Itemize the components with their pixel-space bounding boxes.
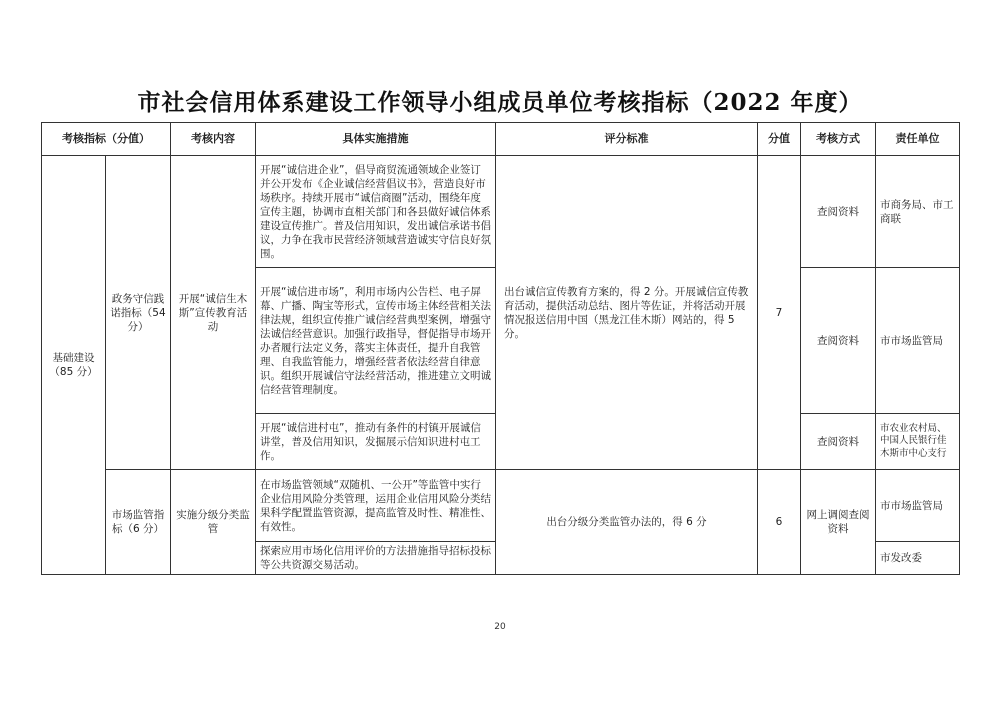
measure-text: 开展“诚信进市场”，利用市场内公告栏、电子屏幕、广播、陶宝等形式，宣传市场主体经营相关法律法规，组织宣传推广诚信经营典型案例，增强守法诚信经营意识。加强行政指导，督促指导市场开办者履行法定义务，落实主体责任，提升自我管理、自我监管能力，增强经营者依法经营自律意识。组织开展诚信守法经营活动，推进建立文明诚信经营管理制度。 bbox=[256, 268, 496, 414]
group2-method: 网上调阅查阅资料 bbox=[801, 470, 876, 575]
group1-indicator: 政务守信践诺指标（54 分） bbox=[106, 156, 171, 470]
group1-criteria: 出台诚信宣传教育方案的，得 2 分。开展诚信宣传教育活动，提供活动总结、图片等佐证，并将活动开展情况报送信用中国（黑龙江佳木斯）网站的，得 5 分。 bbox=[496, 156, 758, 470]
group2-content: 实施分级分类监管 bbox=[171, 470, 256, 575]
header-criteria: 评分标准 bbox=[496, 123, 758, 156]
assessment-table bbox=[41, 122, 960, 575]
method-text: 查阅资料 bbox=[801, 268, 876, 414]
header-unit: 责任单位 bbox=[876, 123, 960, 156]
measure-text: 探索应用市场化信用评价的方法措施指导招标投标等公共资源交易活动。 bbox=[256, 542, 496, 575]
header-method: 考核方式 bbox=[801, 123, 876, 156]
measure-text: 开展“诚信进企业”，倡导商贸流通领域企业签订并公开发布《企业诚信经营倡议书》，营造良好市场秩序。持续开展市“诚信商圈”活动，围绕年度宣传主题，协调市直相关部门和各县做好诚信体系建设宣传推广。普及信用知识，发出诚信承诺书倡议，力争在我市民营经济领域营造诚实守信良好氛围。 bbox=[256, 156, 496, 268]
unit-text: 市商务局、市工商联 bbox=[876, 156, 960, 268]
table-row bbox=[42, 470, 960, 542]
group2-indicator: 市场监管指标（6 分） bbox=[106, 470, 171, 575]
group1-content: 开展“诚信生木斯”宣传教育活动 bbox=[171, 156, 256, 470]
document-title: 市社会信用体系建设工作领导小组成员单位考核指标（2022 年度） bbox=[137, 89, 863, 116]
section-label: 基础建设（85 分） bbox=[42, 156, 106, 575]
group2-score: 6 bbox=[758, 470, 801, 575]
method-text: 查阅资料 bbox=[801, 414, 876, 470]
group2-criteria: 出台分级分类监管办法的，得 6 分 bbox=[496, 470, 758, 575]
page-number: 20 bbox=[494, 622, 506, 632]
header-content: 考核内容 bbox=[171, 123, 256, 156]
unit-text: 市市场监管局 bbox=[876, 470, 960, 542]
header-measures: 具体实施措施 bbox=[256, 123, 496, 156]
unit-text: 市市场监管局 bbox=[876, 268, 960, 414]
header-indicator: 考核指标（分值） bbox=[42, 123, 171, 156]
group1-score: 7 bbox=[758, 156, 801, 470]
unit-text: 市发改委 bbox=[876, 542, 960, 575]
measure-text: 在市场监管领域“双随机、一公开”等监管中实行企业信用风险分类管理，运用企业信用风险分类结果科学配置监管资源，提高监管及时性、精准性、有效性。 bbox=[256, 470, 496, 542]
header-score: 分值 bbox=[758, 123, 801, 156]
measure-text: 开展“诚信进村屯”，推动有条件的村镇开展诚信讲堂，普及信用知识，发掘展示信知识进村屯工作。 bbox=[256, 414, 496, 470]
table-row bbox=[42, 156, 960, 268]
method-text: 查阅资料 bbox=[801, 156, 876, 268]
unit-text: 市农业农村局、中国人民银行佳木斯市中心支行 bbox=[876, 414, 960, 470]
header-row bbox=[42, 123, 960, 156]
